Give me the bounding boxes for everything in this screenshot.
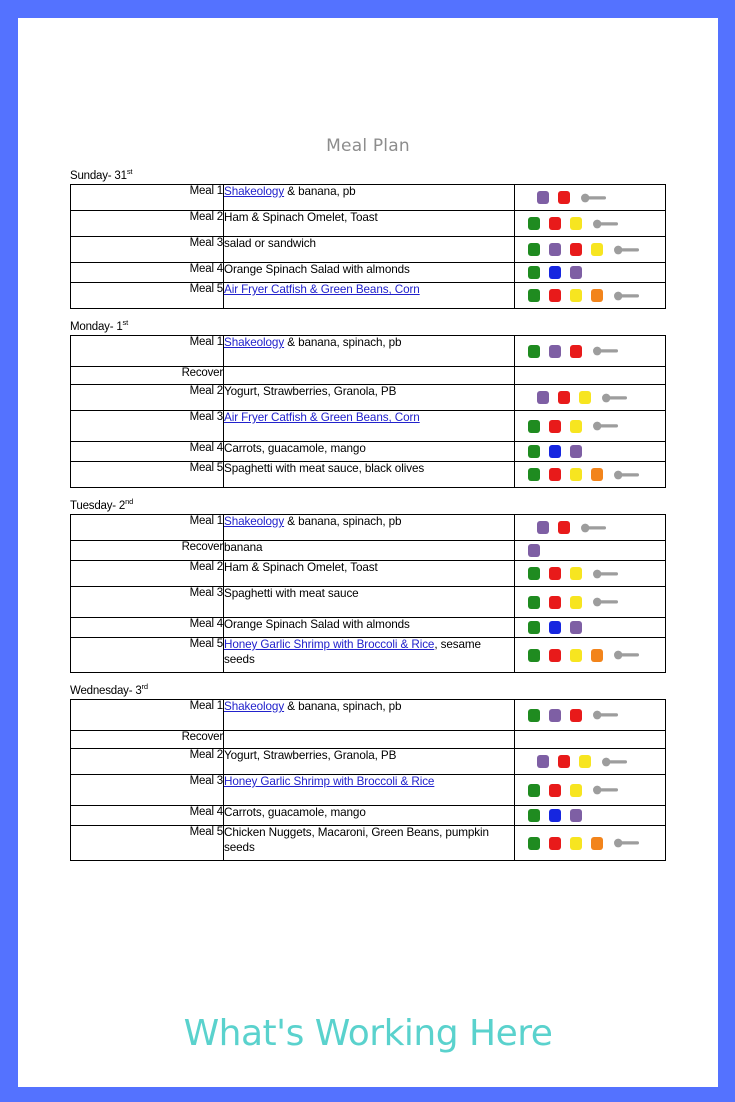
container-swatch-purple [537, 755, 549, 768]
container-cell [515, 587, 666, 618]
meal-slot-label: Meal 2 [71, 211, 224, 237]
container-swatch-green [528, 266, 540, 279]
meal-text: & banana, pb [284, 185, 356, 198]
container-list [515, 749, 665, 774]
teaspoon-icon [614, 650, 640, 660]
container-list [515, 541, 665, 560]
container-cell [515, 541, 666, 561]
container-swatch-green [528, 289, 540, 302]
meal-slot-label: Meal 5 [71, 283, 224, 309]
container-cell [515, 385, 666, 411]
table-row [71, 185, 666, 211]
container-list [515, 587, 665, 617]
container-swatch-red [558, 191, 570, 204]
container-swatch-orange [591, 649, 603, 662]
meal-slot-label: Meal 1 [71, 185, 224, 211]
day-heading: Tuesday- 2nd [70, 497, 134, 512]
container-swatch-red [549, 837, 561, 850]
teaspoon-icon [581, 193, 607, 203]
teaspoon-icon [593, 597, 619, 607]
container-swatch-green [528, 345, 540, 358]
container-list [515, 618, 665, 637]
teaspoon-icon [614, 245, 640, 255]
container-swatch-purple [570, 266, 582, 279]
meal-description-cell [224, 806, 515, 826]
container-swatch-yellow [570, 567, 582, 580]
table-row [71, 541, 666, 561]
meal-description-cell [224, 336, 515, 367]
container-swatch-purple [570, 621, 582, 634]
container-cell [515, 211, 666, 237]
meal-plan-body [53, 167, 683, 873]
meal-text: Carrots, guacamole, mango [224, 806, 366, 819]
meal-description-cell [224, 462, 515, 488]
container-list [515, 826, 665, 860]
container-swatch-green [528, 621, 540, 634]
container-list [515, 561, 665, 586]
table-row [71, 775, 666, 806]
container-swatch-red [570, 709, 582, 722]
meal-slot-label: Meal 3 [71, 237, 224, 263]
meal-text: Orange Spinach Salad with almonds [224, 618, 410, 631]
teaspoon-icon [602, 393, 628, 403]
meal-description-cell [224, 211, 515, 237]
container-list [515, 385, 665, 410]
container-swatch-yellow [570, 596, 582, 609]
container-swatch-purple [570, 445, 582, 458]
table-row [71, 826, 666, 861]
meal-slot-label: Meal 5 [71, 826, 224, 861]
table-row [71, 700, 666, 731]
recipe-link[interactable]: Air Fryer Catfish & Green Beans, Corn [224, 411, 420, 424]
meal-text: & banana, spinach, pb [284, 700, 402, 713]
container-cell [515, 826, 666, 861]
meal-description-cell [224, 237, 515, 263]
container-cell [515, 806, 666, 826]
meal-slot-label: Meal 4 [71, 263, 224, 283]
recipe-link[interactable]: Air Fryer Catfish & Green Beans, Corn [224, 283, 420, 296]
container-swatch-green [528, 809, 540, 822]
container-swatch-green [528, 596, 540, 609]
meal-slot-label: Meal 1 [71, 336, 224, 367]
meal-description-cell [224, 367, 515, 385]
container-swatch-red [570, 345, 582, 358]
container-swatch-blue [549, 809, 561, 822]
container-swatch-purple [528, 544, 540, 557]
container-cell [515, 515, 666, 541]
table-row [71, 638, 666, 673]
meal-description-cell [224, 749, 515, 775]
meal-text: & banana, spinach, pb [284, 515, 402, 528]
day-heading: Wednesday- 3rd [70, 682, 148, 697]
container-cell [515, 442, 666, 462]
day-ordinal-suffix: nd [125, 497, 134, 507]
meal-text: , sesame seeds [224, 638, 481, 666]
meal-slot-label: Meal 3 [71, 775, 224, 806]
container-swatch-yellow [579, 755, 591, 768]
recipe-link[interactable]: Honey Garlic Shrimp with Broccoli & Rice [224, 775, 435, 788]
teaspoon-icon [593, 785, 619, 795]
container-list [515, 185, 665, 210]
day-ordinal-suffix: rd [141, 682, 148, 692]
container-swatch-red [549, 468, 561, 481]
container-list [515, 263, 665, 282]
container-swatch-yellow [570, 468, 582, 481]
teaspoon-icon [581, 523, 607, 533]
table-row [71, 411, 666, 442]
recipe-link[interactable]: Honey Garlic Shrimp with Broccoli & Rice [224, 638, 435, 651]
container-swatch-yellow [570, 420, 582, 433]
container-swatch-green [528, 837, 540, 850]
day-heading: Sunday- 31st [70, 167, 133, 182]
container-swatch-red [549, 217, 561, 230]
teaspoon-icon [593, 710, 619, 720]
meal-slot-label: Meal 4 [71, 618, 224, 638]
meal-description-cell [224, 826, 515, 861]
meal-slot-label: Meal 5 [71, 638, 224, 673]
meal-text: Ham & Spinach Omelet, Toast [224, 211, 378, 224]
meal-table [70, 335, 666, 488]
meal-slot-label: Meal 1 [71, 700, 224, 731]
teaspoon-icon [593, 219, 619, 229]
meal-slot-label: Meal 4 [71, 442, 224, 462]
container-list [515, 237, 665, 262]
container-swatch-blue [549, 266, 561, 279]
container-list [515, 806, 665, 825]
meal-table [70, 184, 666, 309]
container-list [515, 515, 665, 540]
day-ordinal-suffix: st [126, 167, 133, 177]
container-swatch-red [549, 567, 561, 580]
container-swatch-green [528, 243, 540, 256]
container-swatch-green [528, 445, 540, 458]
container-cell [515, 561, 666, 587]
container-list [515, 462, 665, 487]
container-swatch-green [528, 649, 540, 662]
container-swatch-green [528, 567, 540, 580]
container-list [515, 283, 665, 308]
meal-table [70, 514, 666, 673]
table-row [71, 385, 666, 411]
container-swatch-purple [549, 709, 561, 722]
meal-description-cell [224, 515, 515, 541]
container-cell [515, 775, 666, 806]
container-swatch-orange [591, 468, 603, 481]
container-swatch-red [549, 420, 561, 433]
meal-slot-label: Recover [71, 367, 224, 385]
meal-description-cell [224, 385, 515, 411]
meal-text: Carrots, guacamole, mango [224, 442, 366, 455]
container-list [515, 700, 665, 730]
container-list [515, 775, 665, 805]
container-swatch-orange [591, 837, 603, 850]
table-row [71, 336, 666, 367]
container-cell [515, 263, 666, 283]
meal-text: & banana, spinach, pb [284, 336, 402, 349]
meal-description-cell [224, 775, 515, 806]
table-row [71, 749, 666, 775]
meal-slot-label: Recover [71, 731, 224, 749]
container-swatch-yellow [570, 649, 582, 662]
table-row [71, 618, 666, 638]
meal-slot-label: Meal 5 [71, 462, 224, 488]
meal-description-cell [224, 442, 515, 462]
container-list [515, 336, 665, 366]
container-swatch-green [528, 709, 540, 722]
container-swatch-purple [570, 809, 582, 822]
meal-description-cell [224, 561, 515, 587]
meal-text: Orange Spinach Salad with almonds [224, 263, 410, 276]
teaspoon-icon [593, 421, 619, 431]
container-swatch-yellow [579, 391, 591, 404]
meal-text: banana [224, 541, 263, 554]
table-row [71, 442, 666, 462]
container-swatch-blue [549, 621, 561, 634]
meal-text: Spaghetti with meat sauce [224, 587, 359, 600]
meal-slot-label: Meal 3 [71, 411, 224, 442]
container-cell [515, 336, 666, 367]
meal-text: salad or sandwich [224, 237, 316, 250]
container-swatch-red [549, 289, 561, 302]
meal-description-cell [224, 263, 515, 283]
meal-text: Yogurt, Strawberries, Granola, PB [224, 749, 397, 762]
teaspoon-icon [593, 569, 619, 579]
meal-slot-label: Meal 2 [71, 385, 224, 411]
table-row [71, 283, 666, 309]
meal-slot-label: Meal 2 [71, 749, 224, 775]
container-swatch-purple [549, 243, 561, 256]
table-row [71, 237, 666, 263]
container-list [515, 411, 665, 441]
container-swatch-red [570, 243, 582, 256]
recipe-link[interactable]: Shakeology [224, 515, 285, 528]
container-swatch-red [558, 755, 570, 768]
table-row [71, 806, 666, 826]
container-swatch-purple [537, 191, 549, 204]
table-row [71, 211, 666, 237]
teaspoon-icon [614, 838, 640, 848]
table-row [71, 515, 666, 541]
container-list [515, 442, 665, 461]
meal-text: Chicken Nuggets, Macaroni, Green Beans, pumpkin seeds [224, 826, 489, 854]
container-swatch-red [549, 784, 561, 797]
container-swatch-orange [591, 289, 603, 302]
table-row [71, 731, 666, 749]
container-list [515, 367, 665, 384]
container-swatch-red [558, 391, 570, 404]
day-ordinal-suffix: st [122, 318, 128, 328]
table-row [71, 263, 666, 283]
meal-slot-label: Meal 4 [71, 806, 224, 826]
table-row [71, 462, 666, 488]
container-swatch-yellow [570, 837, 582, 850]
teaspoon-icon [614, 470, 640, 480]
container-cell [515, 462, 666, 488]
meal-text: Spaghetti with meat sauce, black olives [224, 462, 425, 475]
container-swatch-yellow [570, 217, 582, 230]
meal-slot-label: Meal 1 [71, 515, 224, 541]
table-row [71, 561, 666, 587]
recipe-link[interactable]: Shakeology [224, 185, 285, 198]
container-cell [515, 237, 666, 263]
container-swatch-purple [549, 345, 561, 358]
container-cell [515, 638, 666, 673]
container-list [515, 638, 665, 672]
meal-description-cell [224, 283, 515, 309]
meal-description-cell [224, 618, 515, 638]
meal-description-cell [224, 638, 515, 673]
teaspoon-icon [593, 346, 619, 356]
meal-slot-label: Meal 3 [71, 587, 224, 618]
container-swatch-yellow [570, 289, 582, 302]
meal-slot-label: Recover [71, 541, 224, 561]
day-block [53, 318, 683, 488]
container-swatch-green [528, 217, 540, 230]
document-sheet [18, 18, 718, 1087]
container-swatch-red [558, 521, 570, 534]
container-swatch-yellow [591, 243, 603, 256]
meal-description-cell [224, 185, 515, 211]
container-list [515, 731, 665, 748]
meal-description-cell [224, 700, 515, 731]
container-cell [515, 731, 666, 749]
meal-description-cell [224, 411, 515, 442]
meal-description-cell [224, 587, 515, 618]
container-swatch-blue [549, 445, 561, 458]
meal-table [70, 699, 666, 861]
day-heading: Monday- 1st [70, 318, 128, 333]
table-row [71, 587, 666, 618]
day-block [53, 167, 683, 309]
container-swatch-red [549, 649, 561, 662]
container-swatch-green [528, 420, 540, 433]
day-block [53, 682, 683, 861]
container-cell [515, 185, 666, 211]
page-title: Meal Plan [326, 136, 410, 156]
container-swatch-green [528, 784, 540, 797]
recipe-link[interactable]: Shakeology [224, 336, 285, 349]
day-block [53, 497, 683, 673]
teaspoon-icon [602, 757, 628, 767]
recipe-link[interactable]: Shakeology [224, 700, 285, 713]
container-cell [515, 749, 666, 775]
container-cell [515, 367, 666, 385]
meal-description-cell [224, 731, 515, 749]
meal-text: Ham & Spinach Omelet, Toast [224, 561, 378, 574]
meal-text: Yogurt, Strawberries, Granola, PB [224, 385, 397, 398]
container-cell [515, 411, 666, 442]
container-cell [515, 283, 666, 309]
teaspoon-icon [614, 291, 640, 301]
container-swatch-red [549, 596, 561, 609]
meal-slot-label: Meal 2 [71, 561, 224, 587]
container-cell [515, 700, 666, 731]
container-list [515, 211, 665, 236]
meal-description-cell [224, 541, 515, 561]
brand-footer: What's Working Here [183, 1013, 553, 1054]
container-swatch-yellow [570, 784, 582, 797]
container-cell [515, 618, 666, 638]
container-swatch-green [528, 468, 540, 481]
table-row [71, 367, 666, 385]
container-swatch-purple [537, 391, 549, 404]
container-swatch-purple [537, 521, 549, 534]
